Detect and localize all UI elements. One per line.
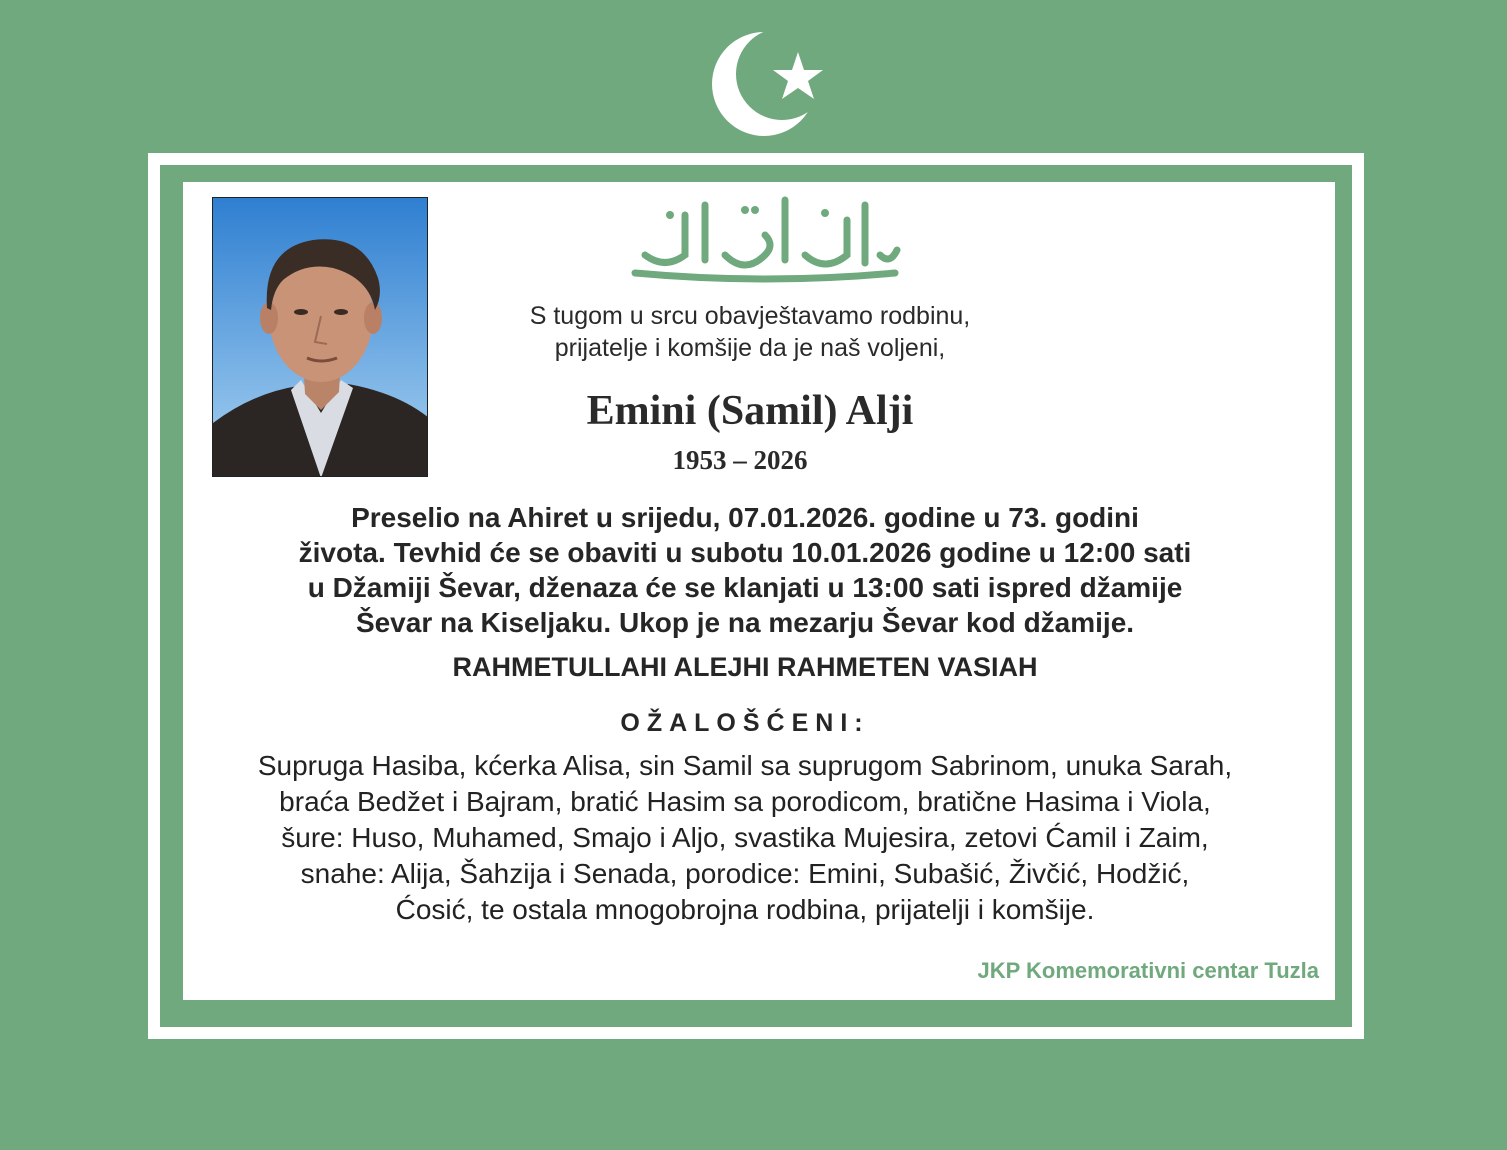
announcement-line: Ševar na Kiseljaku. Ukop je na mezarju Ševar kod džamije. bbox=[355, 607, 1135, 638]
deceased-name: Emini (Samil) Alji bbox=[586, 388, 914, 434]
portrait-photo bbox=[212, 197, 428, 477]
mourners-line: Ćosić, te ostala mnogobrojna rodbina, prijatelji i komšije. bbox=[395, 894, 1095, 925]
mourners-line: snahe: Alija, Šahzija i Senada, porodice: Emini, Subašić, Živčić, Hodžić, bbox=[300, 858, 1190, 889]
intro-text bbox=[440, 300, 1060, 364]
prayer-line: RAHMETULLAHI ALEJHI RAHMETEN VASIAH bbox=[452, 652, 1038, 682]
funeral-announcement bbox=[190, 500, 1300, 640]
mourners-line: braća Bedžet i Bajram, bratić Hasim sa porodicom, bratične Hasima i Viola, bbox=[279, 786, 1211, 817]
crescent-and-star-icon bbox=[712, 22, 840, 142]
arabic-calligraphy-icon bbox=[625, 185, 905, 285]
mourners-heading: OŽALOŠĆENI: bbox=[620, 709, 870, 737]
life-years: 1953 – 2026 bbox=[672, 445, 808, 475]
announcement-line: života. Tevhid će se obaviti u subotu 10.01.2026 godine u 12:00 sati bbox=[298, 537, 1192, 568]
announcement-line: Preselio na Ahiret u srijedu, 07.01.2026. godine u 73. godini bbox=[351, 502, 1139, 533]
mourners-line: šure: Huso, Muhamed, Smajo i Aljo, svastika Mujesira, zetovi Ćamil i Zaim, bbox=[281, 822, 1209, 853]
mourners-line: Supruga Hasiba, kćerka Alisa, sin Samil sa suprugom Sabrinom, unuka Sarah, bbox=[257, 750, 1233, 781]
organization-footer: JKP Komemorativni centar Tuzla bbox=[977, 958, 1319, 983]
intro-line: S tugom u srcu obavještavamo rodbinu, bbox=[529, 302, 971, 330]
mourners-list bbox=[190, 748, 1300, 928]
intro-line: prijatelje i komšije da je naš voljeni, bbox=[554, 334, 946, 362]
announcement-line: u Džamiji Ševar, dženaza će se klanjati u 13:00 sati ispred džamije bbox=[307, 572, 1183, 603]
